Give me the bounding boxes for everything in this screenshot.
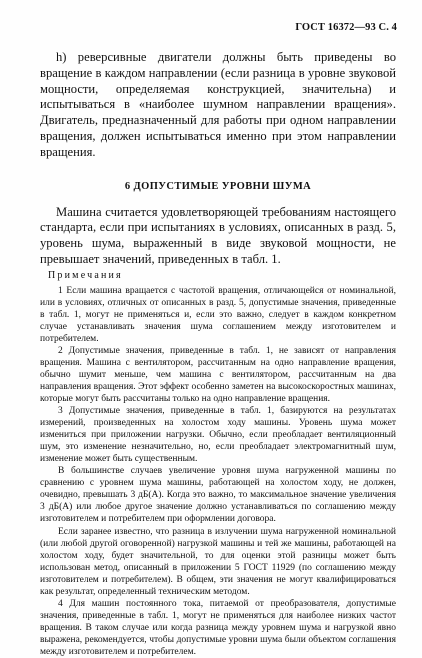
note-paragraph: 2 Допустимые значения, приведенные в табл. 1, не зависят от направления вращения. Машина с вентилятором, рассчитанным на одно направление вращения, обычно шумит меньше, чем машина с вентилятором, рассчитанным на два направления вращения. Этот эффект особенно заметен на высокоскоростных машинах, которые могут быть рассчитаны только на одно направление вращения. xyxy=(40,345,396,404)
page-header: ГОСТ 16372—93 С. 4 xyxy=(295,22,397,33)
note-paragraph: Если заранее известно, что разница в излучении шума нагруженной номинальной (или любой другой оговоренной) нагрузкой машины и тей же машины, работающей на холостом ходу, будет значительной, то для оценки этой разницы может быть использован метод, описанный в приложении 5 ГОСТ 11929 (по соглашению между изготовителем и потребителем). В общем, эти значения не могут квалифицироваться как результат, определенный техническим методом. xyxy=(40,526,396,597)
item-h-paragraph: h) реверсивные двигатели должны быть приведены во вращение в каждом направлении (если разница в уровне звуковой мощности, определяемая конструкцией, значительна) и испытываться в «наиболее шумном направлении вращения». Двигатель, предназначенный для работы при одном направлении вращения, должен испытываться именно при этом направлении вращения. xyxy=(40,50,396,159)
note-paragraph: 1 Если машина вращается с частотой вращения, отличающейся от номинальной, или в условиях, отличных от описанных в разд. 5, допустимые значения, приведенные в табл. 1, могут не применяться и, если это важно, следует в каждом конкретном случае устанавливать значения шума соглашением между изготовителем и потребителем. xyxy=(40,285,396,344)
notes-title: Примечания xyxy=(48,269,123,281)
main-text xyxy=(40,50,396,658)
note-paragraph: 4 Для машин постоянного тока, питаемой от преобразователя, допустимые значения, приведенные в табл. 1, могут не применяться для наиболее низких частот вращения. В таком случае или когда разница между уровнем шума и нагрузкой явно выражена, рекомендуется, чтобы допустимые уровни шума были объектом соглашения между изготовителем и потребителем. xyxy=(40,598,396,657)
note-paragraph: В большинстве случаев увеличение уровня шума нагруженной машины по сравнению с уровнем шума машины, работающей на холостом ходу, не должен, очевидно, превышать 3 дБ(А). Когда это важно, то максимальное значение увеличения 3 дБ(А) или любое другое значение должно устанавливаться по соглашению между изготовителем и потребителем при оформлении договора. xyxy=(40,466,396,525)
section-heading: 6 ДОПУСТИМЫЕ УРОВНИ ШУМА xyxy=(124,180,312,192)
notes-block xyxy=(40,285,396,658)
note-paragraph: 3 Допустимые значения, приведенные в табл. 1, базируются на результатах измерений, произведенных на холостом ходу машины. Уровень шума может измениться при приложении нагрузки. Обычно, если преобладает вентиляционный шум, это изменение незначительно, но, если преобладает электромагнитный шум, изменение может быть существенным. xyxy=(40,406,396,465)
section-paragraph: Машина считается удовлетворяющей требованиям настоящего стандарта, если при испытаниях в условиях, описанных в разд. 5, уровень шума, выраженный в виде звуковой мощности, не превышает значений, приведенных в табл. 1. xyxy=(40,204,396,266)
